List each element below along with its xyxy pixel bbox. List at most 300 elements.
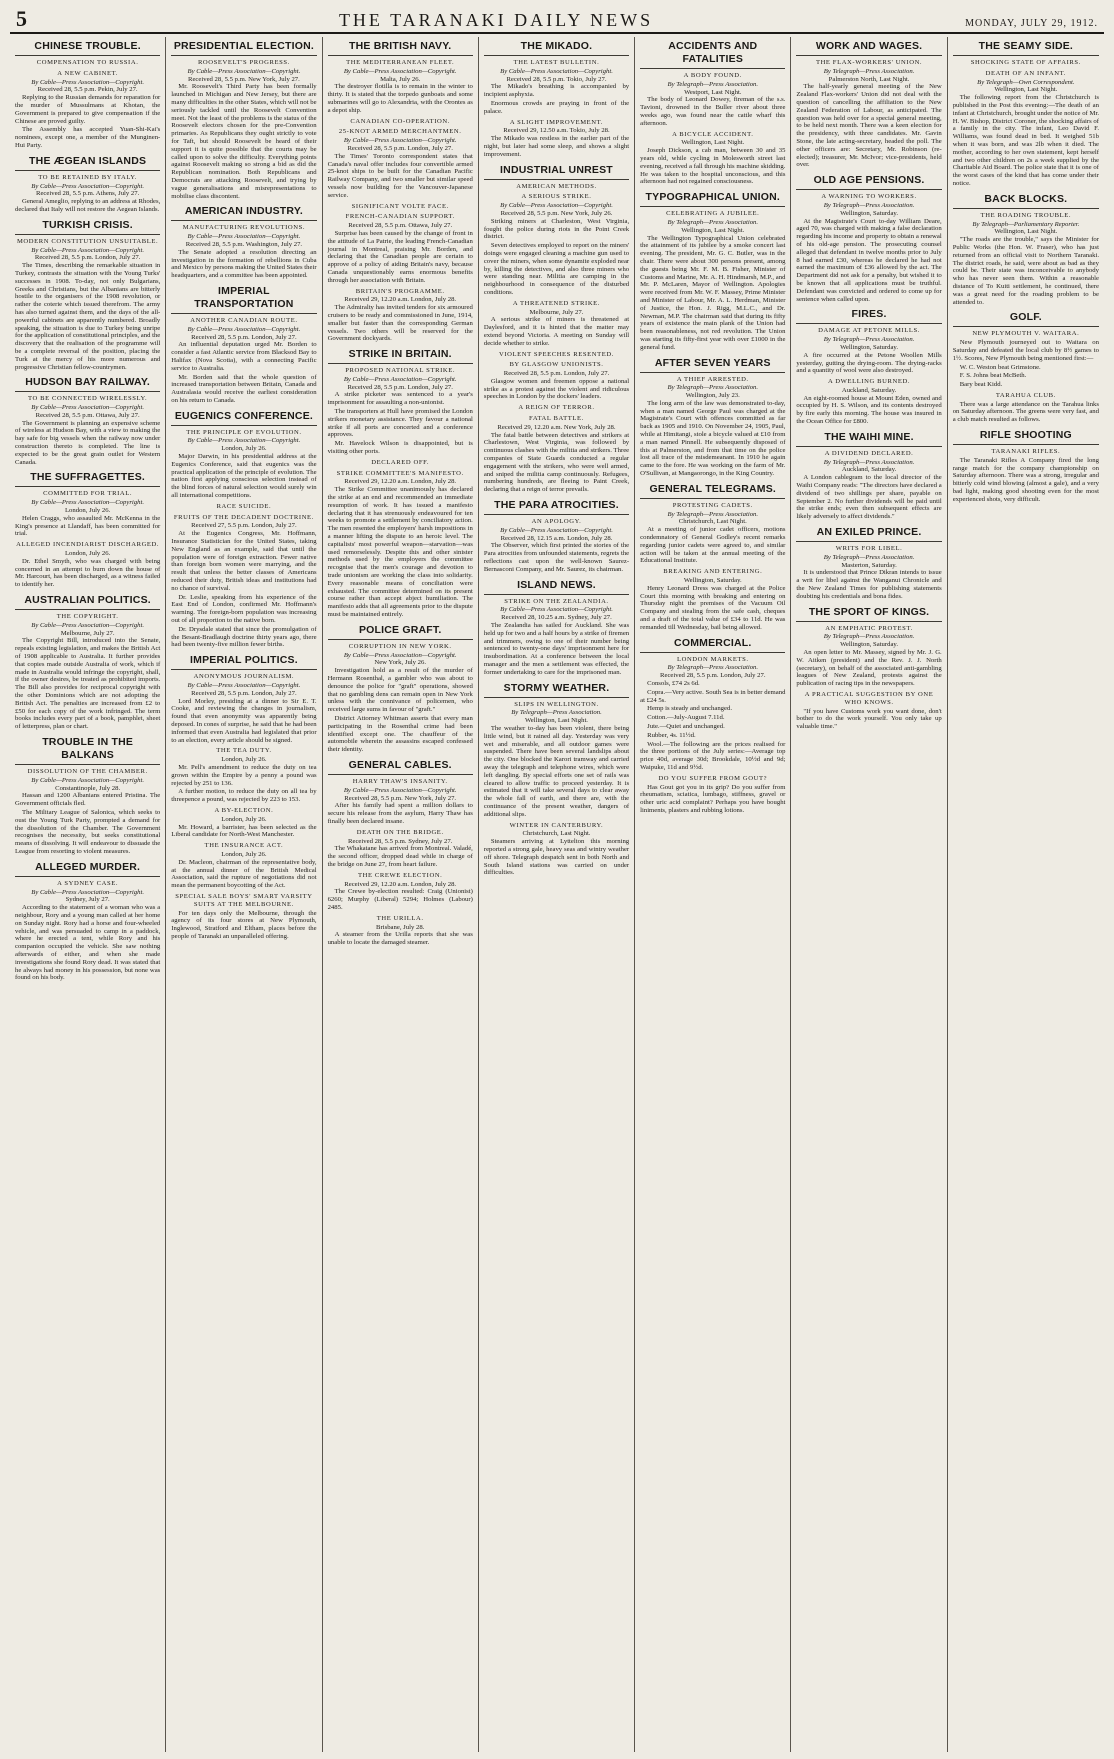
byline: By Cable—Press Association—Copyright. xyxy=(500,526,613,534)
article-headline: GENERAL CABLES. xyxy=(328,759,473,775)
article-paragraph: Striking miners at Charleston, West Virginia, fought the police during riots in the Point Creek district. xyxy=(483,217,630,241)
article-paragraph: Joseph Dickson, a cab man, between 30 and 35 years old, while cycling in Molesworth street last evening, received a fall through his machine skidding. He was taken to the hospital unconscious, and this afternoon had not regained consciousness. xyxy=(640,147,786,186)
article-subhead: A NEW CABINET. xyxy=(57,69,118,77)
article-subhead: COMPENSATION TO RUSSIA. xyxy=(36,59,139,66)
article-subhead: THE CREWE ELECTION. xyxy=(357,871,443,879)
article-subhead: A THIEF ARRESTED. xyxy=(676,375,749,383)
article-paragraph: Hemp is steady and unchanged. xyxy=(647,705,733,713)
byline: By Telegraph—Press Association. xyxy=(667,80,759,88)
article-paragraph: The Zealandia has sailed for Auckland. She was held up for two and a half hours by a strike of firemen and trimmers, owing to one of their number being sentenced to twenty-one days' imprisonment here for insubordination. At a conference between the local manager and the men a settlement was effected, the former undertaking to care for the imprisoned man. xyxy=(483,622,630,676)
article-paragraph: The Strike Committee unanimously has declared the strike at an end and recommended an immediate resumption of work. It has issued a manifesto declaring that it has strenuously endeavoured for ten weeks to promote a settlement by conciliatory action. The men resented the employers' harsh impositions in a manner lifting the dispute to an heroic level. The capitalists' most powerful weapon—starvation—was used remorselessly. Despite this and other sinister methods used by the employers the committee recognise that the men's courage and devotion to trade unionism are working the class into solidarity. Every reasonable means of conciliation were exhausted. The committee determined on its present course rather than accept abject humiliation. The manifesto adds that all agreements prior to the dispute must be maintained entirely. xyxy=(327,486,473,618)
article-paragraph: After his family had spent a million dollars to secure his release from the asylum, Harry Thaw has finally been declared insane. xyxy=(327,802,473,825)
byline: By Cable—Press Association—Copyright. xyxy=(343,786,457,794)
article-subhead: A BODY FOUND. xyxy=(683,72,742,79)
article-paragraph: Copra.—Very active. South Sea is in better demand at £24 5s. xyxy=(640,688,786,704)
article-subhead: FRUITS OF THE DECADENT DOCTRINE. xyxy=(173,513,314,521)
byline: By Telegraph—Press Association. xyxy=(823,201,915,209)
dateline: Received 29, 12.20 a.m. London, July 28. xyxy=(344,880,457,888)
article-subhead: CELEBRATING A JUBILEE. xyxy=(666,210,760,218)
dateline: Received 29, 12.20 a.m. London, July 28. xyxy=(344,296,457,304)
byline: By Cable—Press Association—Copyright. xyxy=(187,67,301,75)
article-paragraph: A steamer from the Urilla reports that she was unable to locate the damaged steamer. xyxy=(327,931,473,947)
dateline: Auckland, Saturday. xyxy=(841,466,897,474)
byline: By Telegraph—Press Association. xyxy=(823,458,915,466)
article-paragraph: "The roads are the trouble," says the Minister for Public Works (the Hon. W. Fraser), who has just returned from an official visit to Northern Taranaki. The district roads, he said, were about as bad as they could be. Their state was inconceivable to anybody who has never seen them. Within a reasonable distance of To Kuiti settlement, he continued, there was a great need for the roading problem to be attended to. xyxy=(952,236,1099,306)
article-paragraph: The Senate adopted a resolution directing an investigation in the formation of rebellions in Cuba and Mexico by persons making the United States their headquarters, and a committee has been appointed. xyxy=(171,248,317,280)
column-5 xyxy=(635,37,791,1752)
article-paragraph: The Wellington Typographical Union celebrated the attainment of its jubilee by a smoke concert last evening. The president, Mr. G. C. Butler, was in the chair. There were about 300 persons present, among the guests being Mr. F. M. B. Fisher, Minister of Customs and Marine, Mr. A. H. Hindmarsh, M.P., and Mr. P. McLaren, Mayor of Wellington. Apologies were received from Mr. W. F. Massey, Prime Minister and Minister of Labour, Mr. A. L. Herdman, Minister of Justice, the Hon. J. Rigg, M.L.C., and Dr. Newman, M.P. The chairman said that during its fifty years of existence the main plank of the Union had been reasonableness, not red revolution. The Union was starting its fifty-first year with over £1000 in the general fund. xyxy=(640,234,786,351)
article xyxy=(953,40,1099,188)
article-paragraph: The Assembly has accepted Yuan-Shi-Kai's nominees, except one, a member of the Munginen-Hui Party. xyxy=(15,126,161,149)
article-headline: AUSTRALIAN POLITICS. xyxy=(15,594,160,610)
article-subhead: MANUFACTURING REVOLUTIONS. xyxy=(182,224,306,232)
article-subhead: SLIPS IN WELLINGTON. xyxy=(514,700,599,708)
article-subhead: AN APOLOGY. xyxy=(531,518,582,526)
byline: By Cable—Press Association—Copyright. xyxy=(31,246,145,254)
article-subhead: ROOSEVELT'S PROGRESS. xyxy=(197,59,290,66)
article-subhead: TO BE CONNECTED WIRELESSLY. xyxy=(28,395,148,403)
byline: By Cable—Press Association—Copyright. xyxy=(31,78,145,86)
article-subhead: STRIKE COMMITTEE'S MANIFESTO. xyxy=(336,469,464,477)
byline: By Cable—Press Association—Copyright. xyxy=(31,888,145,896)
article-headline: IMPERIAL TRANSPORTATION xyxy=(171,285,316,314)
article-subhead: ANOTHER CANADIAN ROUTE. xyxy=(190,316,298,324)
article-paragraph: The Mikado was restless in the earlier part of the night, but later had some sleep, and shows a slight improvement. xyxy=(483,135,630,158)
article-paragraph: Mr. Howard, a barrister, has been selected as the Liberal candidate for North-West Manchester. xyxy=(171,823,317,839)
article-subhead: TO BE RETAINED BY ITALY. xyxy=(38,173,138,181)
article-subhead: ALLEGED INCENDIARIST DISCHARGED. xyxy=(16,541,160,549)
article-paragraph: At a meeting of junior cadet officers, motions condemnatory of General Godley's recent remarks regarding junior cadets were agreed to, and similar action will be taken at the annual meeting of the Educational Institute. xyxy=(640,526,786,565)
article-paragraph: Dr. Drysdale stated that since the promulgation of the Besant-Bradlaugh doctrine thirty years ago, there had been twenty-five million fewer births. xyxy=(171,625,317,649)
dateline: Received 28, 5.5 p.m. Ottawa, July 27. xyxy=(35,411,140,419)
article xyxy=(328,348,473,619)
article xyxy=(171,40,316,200)
article-headline: STORMY WEATHER. xyxy=(484,682,629,698)
byline: By Cable—Press Association—Copyright. xyxy=(500,202,613,210)
article-paragraph: Lord Morley, presiding at a dinner to Sir E. T. Cooke, and reviewing the changes in journalism, found that even anonymity was apparently being deposed. In cones of surprise, he said that he had been informed that even Australia had legislated that prior to an election, every article should be signed. xyxy=(171,697,317,744)
dateline: Received 28, 5.5 p.m. London, July 27. xyxy=(347,383,453,391)
article-paragraph: Replying to the Russian demands for reparation for the murder of Mussulmans at Khotan, the Government is prepared to give compensation if the Chinese are proved guilty. xyxy=(15,94,161,125)
dateline: Received 28, 5.5 p.m. Washington, July 27. xyxy=(185,240,303,248)
dateline: Received 28, 5.5 p.m. London, July 27. xyxy=(34,254,141,262)
article-paragraph: It is understood that Prince Dikran intends to issue a writ for libel against the Wanganui Chronicle and the New Zealand Times for publishing statements doubting his credentials and bona fides. xyxy=(796,569,942,600)
article-headline: HUDSON BAY RAILWAY. xyxy=(15,376,160,392)
article xyxy=(796,40,941,169)
dateline: Received 28, 5.5 p.m. London, July 27. xyxy=(347,144,453,152)
byline: By Cable—Press Association—Copyright. xyxy=(187,437,301,445)
article xyxy=(796,174,941,303)
byline: By Telegraph—Press Association. xyxy=(667,510,759,518)
article-subhead: A SYDNEY CASE. xyxy=(57,879,119,887)
article-subhead: CANADIAN CO-OPERATION. xyxy=(350,117,451,125)
dateline: Wellington, Saturday. xyxy=(840,641,899,649)
article xyxy=(171,205,316,280)
article xyxy=(796,308,941,426)
dateline: Received 28, 5.5 p.m. Sydney, July 27. xyxy=(348,837,453,845)
article-subhead: A THREATENED STRIKE. xyxy=(512,299,601,307)
article-subhead: DO YOU SUFFER FROM GOUT? xyxy=(658,774,768,782)
article-subhead: A DIVIDEND DECLARED. xyxy=(824,449,914,457)
dateline: Wellington, Saturday. xyxy=(840,209,899,217)
article-paragraph: The Mikado's breathing is accompanied by incipient asphyxia. xyxy=(483,83,630,99)
article-subhead: AN EMPHATIC PROTEST. xyxy=(825,624,913,632)
dateline: Received 28, 5.5 p.m. London, July 27. xyxy=(191,333,297,341)
article-paragraph: The Crewe by-election resulted: Craig (Unionist) 6260; Murphy (Liberal) 5294; Holmes (Labour) 2485. xyxy=(327,888,473,911)
byline: By Cable—Press Association—Copyright. xyxy=(31,182,145,190)
article xyxy=(15,861,160,982)
article-subhead: 25-KNOT ARMED MERCHANTMEN. xyxy=(338,128,462,136)
article xyxy=(15,155,160,214)
dateline: Wellington, Last Night. xyxy=(681,139,745,147)
article-paragraph: At the Eugenics Congress, Mr. Hoffmann, Insurance Statistician for the United States, taking New England as an example, said that until the population were of foreign extraction. Fewer native than foreign born women were marrying, and the result that unless the better classes of Americans reduced their duty, British ideas and institutions had no chance of survival. xyxy=(171,530,317,592)
article-paragraph: Mr. Havelock Wilson is disappointed, but is visiting other ports. xyxy=(327,440,473,456)
article-headline: RIFLE SHOOTING xyxy=(953,429,1099,445)
byline: By Telegraph—Press Association. xyxy=(667,384,759,392)
byline: By Cable—Press Association—Copyright. xyxy=(31,404,145,412)
article xyxy=(171,285,316,405)
byline: By Telegraph—Press Association. xyxy=(667,664,759,672)
article-paragraph: Dr. Ethel Smyth, who was charged with being concerned in an attempt to burn down the house of Mr. Harcourt, has been discharged, as a witness failed to identify her. xyxy=(15,557,161,589)
article-subhead: CORRUPTION IN NEW YORK. xyxy=(348,642,452,650)
article-subhead: THE PRINCIPLE OF EVOLUTION. xyxy=(186,428,302,436)
article xyxy=(484,499,629,574)
article xyxy=(953,193,1099,307)
dateline: Received 28, 5.5 p.m. Ottawa, July 27. xyxy=(348,222,453,230)
article-paragraph: The Admiralty has invited tenders for six armoured cruisers to be ready and commissioned in June, 1914, smaller but faster than the corresponding German vessels. Two others will be reserved for the Government dockyards. xyxy=(327,304,473,343)
article-paragraph: Glasgow women and freemen oppose a national strike as a protest against the violent and ridiculous speeches in London by the dockers' leaders. xyxy=(483,377,630,401)
article-headline: OLD AGE PENSIONS. xyxy=(796,174,941,190)
article-subhead: A BY-ELECTION. xyxy=(214,806,274,814)
masthead xyxy=(10,6,1104,34)
article-paragraph: The Taranaki Rifles A Company fired the long range match for the company championship on Saturday afternoon. There was a strong, irregular and bitterly cold wind blowing (almost a gale), and a very bad light, making good shooting even for the most experienced shots, very difficult. xyxy=(952,456,1099,503)
issue-date: MONDAY, JULY 29, 1912. xyxy=(965,18,1098,29)
columns xyxy=(10,37,1104,1752)
article-paragraph: Investigation hold as a result of the murder of Hermann Rosenthal, a gambler who was about to denounce the police for "graft" operations, showed that no gambling dens can remain open in New York unless with the connivance of policemen, who received large sums in favour of "graft." xyxy=(327,667,473,714)
article xyxy=(15,219,160,372)
article-paragraph: The fatal battle between detectives and strikers at Charlestown, West Virginia, was followed by continuous clashes with the militia and strikers. Three companies of State Guards conducted a regular engagement with the strikers, who were well armed, and sniped the militia camp continuously. Refugees, numbering hundreds, are fleeing to Paint Creek, declaring that a reign of terror prevails. xyxy=(483,431,630,494)
article-paragraph: Seven detectives employed to report on the miners' doings were engaged cleaning a machine gun used to cover the miners, when some dynamite exploded near by, killing the detectives, and also three miners who were standing near. Militia are camping in the neighbourhood in consequence of the disturbed conditions. xyxy=(483,242,630,296)
article-headline: INDUSTRIAL UNREST xyxy=(484,164,629,180)
dateline: Received 29, 12.50 a.m. Tokio, July 28. xyxy=(503,127,610,135)
article-paragraph: The weather to-day has been violent, there being little wind, but it rained all day. Yesterday was very wet and miserable, and all outdoor games were suspended. There have been several landslips about the city. One blocked the Karori tramway and carried away the telegraph and telephone wires, which were left dangling. By special efforts one set of rails was cleared to allow traffic to proceed yesterday. It is estimated that it will take several days to clear away the whole fall of earth, and there are, with the continuance of the present weather, dangers of additional slips. xyxy=(483,724,630,818)
byline: By Cable—Press Association—Copyright. xyxy=(187,682,301,689)
article xyxy=(484,164,629,494)
article-paragraph: W. C. Weston beat Grimstone. xyxy=(959,363,1041,371)
article-paragraph: Mr. Borden said that the whole question of increased transportation between Britain, Canada and Australasia would receive the earliest consideration on his return to Canada. xyxy=(171,373,317,404)
article xyxy=(640,191,785,351)
byline: By Cable—Press Association—Copyright. xyxy=(31,776,145,784)
article-paragraph: An eight-roomed house at Mount Eden, owned and occupied by H. S. Wilson, and its contents destroyed by fire early this morning. The house was insured in the Ocean Office for £800. xyxy=(796,394,942,426)
byline: By Telegraph—Press Association. xyxy=(823,67,915,75)
article xyxy=(328,759,473,947)
article-subhead: WRITS FOR LIBEL. xyxy=(835,545,903,553)
article-subhead: FATAL BATTLE. xyxy=(529,415,584,423)
column-7 xyxy=(948,37,1104,1752)
article-subhead: THE COPYRIGHT. xyxy=(56,613,119,621)
article-subhead: A WARNING TO WORKERS. xyxy=(821,193,917,201)
article-paragraph: A strike picketer was sentenced to a year's imprisonment for assaulting a non-unionist. xyxy=(327,391,473,407)
article xyxy=(640,357,785,478)
dateline: Wellington, Saturday. xyxy=(683,577,742,585)
article-subhead: COMMITTED FOR TRIAL. xyxy=(43,490,133,498)
article-paragraph: According to the statement of a woman who was a neighbour, Rory and a young man called at her home on Sunday night. Rory had a horse and four-wheeled vehicle, and was persuaded to camp in a paddock, where he erected a tent, while Rory and his companion occupied the vehicle. She saw nothing afterwards of either, and when she made investigations she found Rory dead. It was stated that he always had money in his possession, but none was found on his body. xyxy=(15,904,161,982)
article-headline: THE MIKADO. xyxy=(484,40,629,56)
article-paragraph: Dr. Leslie, speaking from his experience of the East End of London, confirmed Mr. Hoffmann's warning. The foreign-born population was increasing out of all proportion to the native born. xyxy=(171,593,317,625)
article-paragraph: The Times, describing the remarkable situation in Turkey, contrasts the situation with the Young Turks' successes in 1908. To-day, not only Bulgarians, Greeks and Christians, but the Albanians are bitterly hostile to the organisers of the 1908 revolution, or rather the coterie which issued therefrom. The army has also turned against them, and the days of the all-powerful cabinets are apparently numbered. Broadly speaking, the situation is due to Turkey being unripe for the application of constitutional principles, and the discovery that the realisation of the programme will be a complete reversal of the position, placing the Turk at the mercy of his more numerous and progressive Christian fellow-countrymen. xyxy=(15,262,161,371)
article-headline: IMPERIAL POLITICS. xyxy=(171,654,316,670)
article-paragraph: Surprise has been caused by the change of front in the attitude of La Patrie, the leading French-Canadian journal in Montreal, praising Mr. Borden, and declaring that the Canadian people are certain to approve of a policy of aiding Britain's navy, because Canada unquestionably earns enormous benefits through her association with Britain. xyxy=(327,229,473,284)
dateline: Received 28, 5.5 p.m. Tokio, July 27. xyxy=(506,75,607,83)
dateline: Melbourne, July 27. xyxy=(60,629,115,637)
article-paragraph: District Attorney Whitman asserts that every man participating in the Rosenthal crime had been identified except one. The chauffeur of the automobile wherein the assassins escaped confessed their identity. xyxy=(327,714,473,754)
article-subhead: BREAKING AND ENTERING. xyxy=(663,568,763,576)
dateline: Melbourne, July 27. xyxy=(529,308,584,316)
article-paragraph: General Ameglio, replying to an address at Rhodes, declared that Italy will not restore the Aegean Islands. xyxy=(15,198,161,213)
article xyxy=(15,471,160,589)
article-headline: AN EXILED PRINCE. xyxy=(796,526,941,542)
article-headline: WORK AND WAGES. xyxy=(796,40,941,56)
article-subhead: SIGNIFICANT VOLTE FACE. xyxy=(351,202,449,210)
article-subhead: VIOLENT SPEECHES RESENTED. xyxy=(499,350,614,358)
dateline: New York, July 26. xyxy=(374,659,427,667)
article-headline: EUGENICS CONFERENCE. xyxy=(171,410,316,426)
column-6 xyxy=(791,37,947,1752)
dateline: Wellington, Last Night. xyxy=(681,226,745,234)
article-paragraph: Jute.—Quiet and unchanged. xyxy=(647,722,725,730)
dateline: Wellington, Saturday. xyxy=(840,343,899,351)
byline: By Cable—Press Association—Copyright. xyxy=(500,606,613,614)
article xyxy=(953,311,1099,424)
dateline: London, July 26. xyxy=(221,756,267,764)
article-subhead: TARAHUA CLUB. xyxy=(995,391,1056,399)
dateline: Christchurch, Last Night. xyxy=(678,518,747,526)
article xyxy=(15,594,160,731)
article-headline: AMERICAN INDUSTRY. xyxy=(171,205,316,221)
dateline: Auckland, Saturday. xyxy=(841,386,897,394)
article xyxy=(15,40,160,150)
byline: By Telegraph—Press Association. xyxy=(511,709,602,717)
dateline: Wellington, Last Night. xyxy=(994,86,1058,94)
article xyxy=(171,654,316,941)
article xyxy=(328,624,473,754)
dateline: Received 28, 12.15 a.m. London, July 28. xyxy=(500,534,613,542)
dateline: Wellington, Last Night. xyxy=(994,228,1058,236)
article xyxy=(640,483,785,632)
article-headline: THE SEAMY SIDE. xyxy=(953,40,1099,56)
article-paragraph: The Times' Toronto correspondent states that Canada's naval offer includes four convertible armed 25-knot ships to be built for the Canadian Pacific Railway Company, and two smaller but similar speed vessels now building for the Vancouver-Japanese service. xyxy=(327,152,473,199)
article xyxy=(484,682,629,878)
dateline: Constantinople, July 28. xyxy=(55,784,121,792)
dateline: Received 28, 5.5 p.m. London, July 27. xyxy=(503,370,610,378)
article-subhead: AMERICAN METHODS. xyxy=(516,182,597,190)
byline: By Telegraph—Press Association. xyxy=(667,218,759,226)
article-subhead: DEATH OF AN INFANT. xyxy=(985,69,1067,77)
article-paragraph: F. S. Johns beat McBeth. xyxy=(959,372,1027,380)
article-paragraph: The destroyer flotilla is to remain in the winter to thirty. It is stated that the torpedo gunboats and some submarines will go to Alexandria, with the Orontes as a depot ship. xyxy=(327,83,473,114)
article-headline: TROUBLE IN THE BALKANS xyxy=(15,736,160,765)
article-paragraph: Mr. Roosevelt's Third Party has been formally launched in Michigan and New Jersey, but there are many difficulties in the other States, which will not be seriously tackled until the Roosevelt Convention meet. Not the least of the problems is the status of the Roosevelt electors chosen for the pre-Convention primaries. As Republicans they ought strictly to vote for Taft, but should Roosevelt be heard of their support it is quite possible that the courts may be called upon to solve the difficulty. Everything points against Roosevelt making so strong a bid as did the Republican nomination. Both Republicans and Democrats are attacking Roosevelt, and trying by vague generalisations and misrepresentations to mobilise class discontent. xyxy=(171,83,317,200)
article-subhead: A DWELLING BURNED. xyxy=(828,378,911,386)
article-subhead: SPECIAL SALE BOYS' SMART VARSITY SUITS AT THE MELBOURNE. xyxy=(175,892,313,908)
article-subhead: THE ROADING TROUBLE. xyxy=(980,211,1072,219)
article-paragraph: "If you have Customs work you want done, don't bother to do the work yourself. You only take up valuable time." xyxy=(796,707,942,731)
byline: By Cable—Press Association—Copyright. xyxy=(500,67,613,75)
column-3 xyxy=(323,37,479,1752)
article-headline: FIRES. xyxy=(796,308,941,324)
article xyxy=(953,429,1099,504)
article-headline: BACK BLOCKS. xyxy=(953,193,1099,209)
article-subhead: A REIGN OF TERROR. xyxy=(518,404,595,412)
article-subhead: TARANAKI RIFLES. xyxy=(991,448,1061,456)
article-subhead: A BICYCLE ACCIDENT. xyxy=(672,130,754,138)
article xyxy=(171,410,316,650)
article-subhead: A SLIGHT IMPROVEMENT. xyxy=(509,118,604,126)
article-paragraph: Steamers arriving at Lyttelton this morning reported a strong gale, heavy seas and wintry weather off shore. Telegraph despatch sent in both North and South Island stations was carried on under difficulties. xyxy=(483,838,630,877)
article-subhead: SHOCKING STATE OF AFFAIRS. xyxy=(970,59,1081,66)
byline: By Cable—Press Association—Copyright. xyxy=(343,651,457,659)
article-headline: CHINESE TROUBLE. xyxy=(15,40,160,56)
article xyxy=(15,376,160,466)
article-paragraph: New Plymouth journeyed out to Waitara on Saturday and defeated the local club by 8½ games to 1½. Scores, New Plymouth being mentioned first:— xyxy=(952,339,1099,362)
article-headline: THE WAIHI MINE. xyxy=(796,431,941,447)
dateline: Received 28, 10.25 a.m. Sydney, July 27. xyxy=(501,614,612,622)
article-headline: TYPOGRAPHICAL UNION. xyxy=(640,191,785,207)
article-paragraph: Has Gout got you in its grip? Do you suffer from rheumatism, sciatica, lumbago, stiffness, gravel or other uric acid complaint? Perhaps you have bought liniments, plasters and rubbing lotions. xyxy=(640,783,786,814)
article-paragraph: The Observer, which first printed the stories of the Para atrocities from unfounded statements, regrets the reflections cast upon the well-known Saurez-Bernasconi Company, and Mr. Saurez, its chairman. xyxy=(483,542,630,573)
article-subhead: A PRACTICAL SUGGESTION BY ONE WHO KNOWS. xyxy=(804,691,934,706)
article-paragraph: Hassan and 1200 Albanians entered Pristina. The Government officials fled. xyxy=(15,792,161,808)
dateline: Westport, Last Night. xyxy=(684,88,742,96)
article xyxy=(796,431,941,521)
article-paragraph: Bary beat Kidd. xyxy=(959,381,1003,389)
article xyxy=(484,40,629,159)
newspaper-title: THE TARANAKI DAILY NEWS xyxy=(338,10,654,30)
byline: By Cable—Press Association—Copyright. xyxy=(343,137,457,145)
article-subhead: BY GLASGOW UNIONISTS. xyxy=(509,361,604,369)
dateline: Masterton, Saturday. xyxy=(841,561,897,569)
article-paragraph: Dr. Macleon, chairman of the representative body, at the annual dinner of the British Medical Association, said the rupture of negotiations did not mean the permanent boycotting of the Act. xyxy=(171,858,317,890)
dateline: London, July 26. xyxy=(221,850,267,858)
article-subhead: A SERIOUS STRIKE. xyxy=(521,193,592,201)
dateline: Received 29, 12.20 a.m. New York, July 28. xyxy=(497,423,616,431)
dateline: Malta, July 26. xyxy=(380,75,421,83)
article-subhead: DECLARED OFF. xyxy=(371,458,430,466)
article-headline: ISLAND NEWS. xyxy=(484,579,629,595)
byline: By Telegraph—Press Association. xyxy=(823,633,915,641)
article-headline: ALLEGED MURDER. xyxy=(15,861,160,877)
article xyxy=(328,40,473,343)
article-paragraph: An open letter to Mr. Massey, signed by Mr. J. G. W. Aitken (president) and the Rev. J. J. North (secretary), on behalf of the associated anti-gambling leagues of New Zealand, protests against the publication of racing tips in the newspapers. xyxy=(796,649,942,688)
article-headline: THE ÆGEAN ISLANDS xyxy=(15,155,160,171)
article-subhead: HARRY THAW'S INSANITY. xyxy=(352,777,448,785)
byline: By Cable—Press Association—Copyright. xyxy=(31,621,145,629)
article-subhead: NEW PLYMOUTH V. WAITARA. xyxy=(972,330,1080,338)
article-subhead: PROTESTING CADETS. xyxy=(672,501,753,509)
dateline: Received 28, 5.5 p.m. New York, July 26. xyxy=(500,209,613,217)
article-subhead: STRIKE ON THE ZEALANDIA. xyxy=(504,597,609,605)
article-subhead: DAMAGE AT PETONE MILLS. xyxy=(818,327,920,335)
dateline: Received 28, 5.5 p.m. Pekin, July 27. xyxy=(37,86,138,94)
article-paragraph: The Copyright Bill, introduced into the Senate, repeals existing legislation, and makes the British Act of 1908 applicable to Australia. It further provides that copies made outside Australia of work, which if made in Australia would infringe the copyright, shall, if the owner desires, be treated as prohibited imports. The Bill also provides for reciprocal copyright with the other Dominions which are not adopting the British Act. The penalties are increased from £2 to £50 for each copy of the work infringed. The term books includes every part of a book, pamphlet, sheet of letterpress, plan or chart. xyxy=(15,637,161,731)
article-paragraph: A serious strike of miners is threatened at Daylesford, and it is hinted that the matter may extend beyond Victoria. A meeting on Sunday will decide whether to strike. xyxy=(483,316,630,347)
dateline: Wellington, July 23. xyxy=(685,392,740,400)
byline: By Cable—Press Association—Copyright. xyxy=(31,499,145,507)
article-headline: ACCIDENTS AND FATALITIES xyxy=(640,40,785,69)
dateline: Received 29, 12.20 a.m. London, July 28. xyxy=(344,478,457,486)
article-paragraph: Helen Craggs, who assaulted Mr. McKenna in the King's presence at Llandaff, has been committed for trial. xyxy=(15,514,161,538)
byline: By Cable—Press Association—Copyright. xyxy=(187,233,301,241)
article xyxy=(796,606,941,731)
article-subhead: THE MEDITERRANEAN FLEET. xyxy=(346,59,455,66)
article-paragraph: Mr. Pell's amendment to reduce the duty on tea grown within the Empire by a penny a pound was rejected by 251 to 136. xyxy=(171,763,317,787)
article-headline: GOLF. xyxy=(953,311,1099,327)
article-paragraph: For ten days only the Melbourne, through the agency of its four stores at New Plymouth, Inglewood, Stratford and Eltham, places before the people of Taranaki an unparalleled offering. xyxy=(171,909,317,940)
article-paragraph: A fire occurred at the Petone Woollen Mills yesterday, gutting the drying-room. The drying-racks and a quantity of wool were also destroyed. xyxy=(796,351,942,375)
byline: By Cable—Press Association—Copyright. xyxy=(187,325,301,333)
article xyxy=(796,526,941,601)
article-headline: PRESIDENTIAL ELECTION. xyxy=(171,40,316,56)
article-paragraph: The long arm of the law was demonstrated to-day, when a man named George Paul was charged at the Magistrate's Court with offences committed as far back as 1905 and 1910. On November 24, 1905, Paul, while at Himitangi, stole a bicycle valued at £10 from a man named Pinnell. He subsequently disposed of this at Palmerston, and from that time on the police lost all trace of the misdemeanant. In 1910 he again came to the fore. He was working on the farm of Mr. O'Sullivan, at Mangaorongo, in the King Country. xyxy=(640,399,786,478)
article xyxy=(15,736,160,856)
column-4 xyxy=(479,37,635,1752)
article-headline: THE BRITISH NAVY. xyxy=(328,40,473,56)
dateline: London, July 26. xyxy=(64,507,111,515)
article xyxy=(484,579,629,677)
dateline: Received 28, 5.5 p.m. Athens, July 27. xyxy=(36,190,140,198)
article-subhead: LONDON MARKETS. xyxy=(676,655,749,663)
article-paragraph: A London cablegram to the local director of the Waihi Company reads: "The directors have declared a dividend of two shillings per share, payable on September 2. No further dividends will be paid until the strike ends; even then subsequent effects are likely adversely to affect dividends." xyxy=(796,474,942,521)
dateline: Sydney, July 27. xyxy=(65,896,110,904)
article-subhead: PROPOSED NATIONAL STRIKE. xyxy=(345,367,456,375)
dateline: Christchurch, Last Night. xyxy=(522,830,591,838)
byline: By Telegraph—Parliamentary Reporter. xyxy=(972,220,1080,228)
byline: By Telegraph—Press Association. xyxy=(823,553,915,561)
article-subhead: WINTER IN CANTERBURY. xyxy=(509,821,604,829)
article-paragraph: Wool.—The following are the prices realised for the three portions of the July series:—Average top price 40d, average 30d; Brookdale, 10½d and 9d; Waipuke, 11d and 9½d. xyxy=(640,740,786,771)
article-headline: GENERAL TELEGRAMS. xyxy=(640,483,785,499)
article-subhead: ANONYMOUS JOURNALISM. xyxy=(193,673,295,681)
article-subhead: THE TEA DUTY. xyxy=(216,747,272,755)
article-headline: COMMERCIAL. xyxy=(640,637,785,653)
article-subhead: BRITAIN'S PROGRAMME. xyxy=(355,287,445,295)
byline: By Cable—Press Association—Copyright. xyxy=(343,375,457,383)
article-subhead: DISSOLUTION OF THE CHAMBER. xyxy=(27,767,148,775)
article-headline: TURKISH CRISIS. xyxy=(15,219,160,235)
dateline: Wellington, Last Night. xyxy=(524,717,588,725)
article-subhead: DEATH ON THE BRIDGE. xyxy=(356,828,444,836)
article-paragraph: The transporters at Hull have promised the London strikers monetary assistance. They favour a national strike if all ports are concerted and a conference approves. xyxy=(327,408,473,439)
article-subhead: THE LATEST BULLETIN. xyxy=(513,59,600,66)
dateline: Received 28, 5.5 p.m. New York, July 27. xyxy=(188,75,300,83)
article-paragraph: Consols, £74 2s 6d. xyxy=(647,680,700,687)
article-paragraph: There was a large attendance on the Tarahua links on Saturday afternoon. The greens were very fast, and a club match resulted as follows. xyxy=(952,400,1099,424)
article-paragraph: The half-yearly general meeting of the New Zealand Flax-workers' Union did not deal with the question of cancelling the affiliation to the New Zealand Federation of Labour, as anticipated. The question was held over for a special general meeting, to be held next month. There was a keen election for the presidency, with three candidates. Mr. Gavin Stone, the late acting-secretary, headed the poll. The other officers are: Secretary, Mr. Robinson (re-elected); treasurer, Mr. McIvor; vice-presidents, held over. xyxy=(796,83,942,169)
article-subhead: FRENCH-CANADIAN SUPPORT. xyxy=(345,213,455,221)
dateline: Palmerston North, Last Night. xyxy=(828,75,910,83)
byline: By Cable—Press Association—Copyright. xyxy=(343,67,457,75)
article-headline: THE SUFFRAGETTES. xyxy=(15,471,160,487)
article-paragraph: Cotton.—July-August 7.11d. xyxy=(647,714,725,722)
article-subhead: RACE SUICIDE. xyxy=(216,502,272,510)
dateline: London, July 26. xyxy=(64,550,111,558)
dateline: Received 27, 5.5 p.m. London, July 27. xyxy=(191,522,297,530)
article-paragraph: The Whakatane has arrived from Montreal. Valadé, the second officer, dropped dead while in charge of the bridge on June 27, from heart failure. xyxy=(327,845,473,868)
article-paragraph: Rubber, 4s. 11½d. xyxy=(647,731,696,739)
article-paragraph: The body of Leonard Dowey, fireman of the s.s. Tavioni, drowned in the Buller river about three weeks ago, was found near the cattle wharf this afternoon. xyxy=(640,96,786,127)
article xyxy=(640,637,785,815)
page-number: 5 xyxy=(16,6,27,31)
article xyxy=(640,40,785,186)
